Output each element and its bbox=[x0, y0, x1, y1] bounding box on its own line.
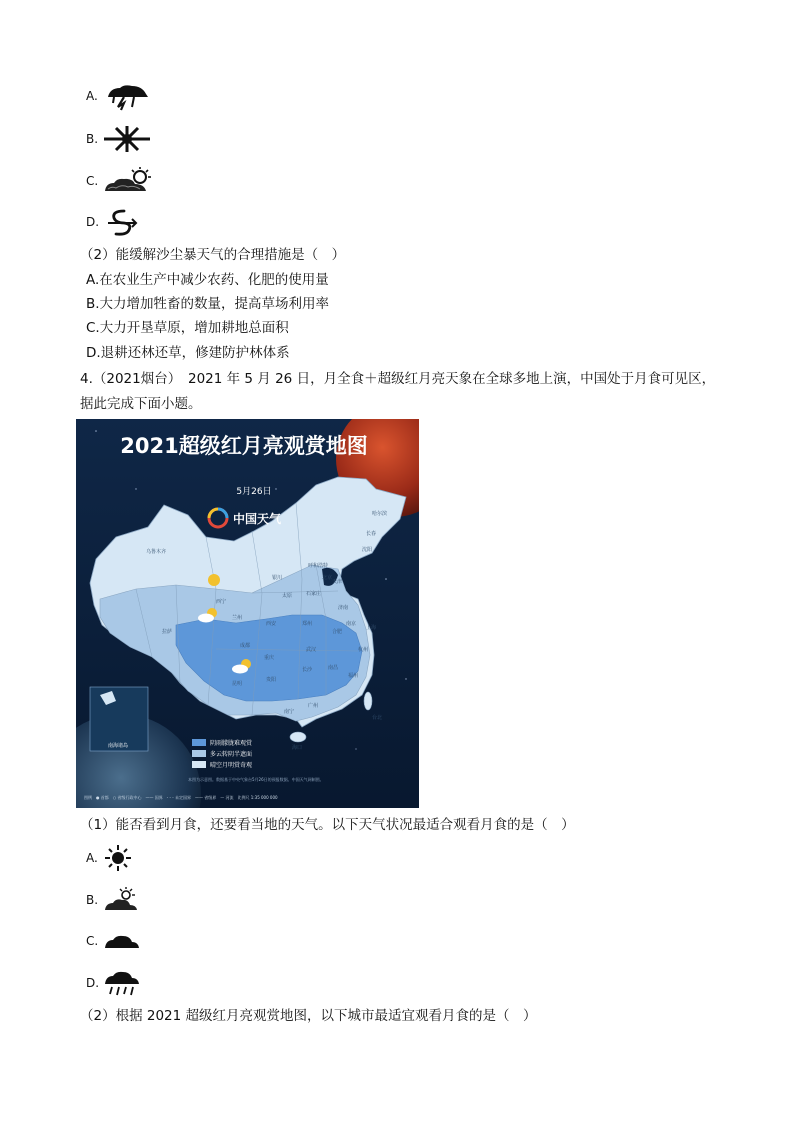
option-letter: C. bbox=[86, 174, 99, 188]
snow-icon bbox=[102, 124, 152, 154]
option-letter: B. bbox=[86, 893, 99, 907]
city-label: 拉萨 bbox=[162, 629, 173, 635]
sunny-icon bbox=[208, 574, 220, 586]
q4-sub1-option-b[interactable] bbox=[86, 885, 152, 915]
q3-sub2-option-b[interactable]: B.大力增加牲畜的数量，提高草场利用率 bbox=[86, 296, 330, 312]
sandstorm-icon bbox=[102, 207, 152, 237]
legend-item-cloudy: 多云转阴半遮面 bbox=[210, 751, 253, 758]
q3-sub2-option-d[interactable]: D.退耕还林还草，修建防护林体系 bbox=[86, 345, 290, 361]
option-letter: D. bbox=[86, 976, 100, 990]
city-label: 济南 bbox=[338, 605, 349, 611]
map-legend bbox=[192, 739, 253, 769]
q3-sub2-option-a[interactable]: A.在农业生产中减少农药、化肥的使用量 bbox=[86, 272, 329, 288]
city-label: 兰州 bbox=[232, 615, 243, 621]
option-letter: A. bbox=[86, 89, 98, 103]
city-label: 乌鲁木齐 bbox=[146, 549, 167, 555]
city-label: 福州 bbox=[348, 673, 359, 679]
q4-intro-line2: 据此完成下面小题。 bbox=[80, 396, 202, 412]
map-date: 5月26日 bbox=[236, 487, 272, 497]
city-label: 太原 bbox=[282, 593, 293, 599]
city-label: 天津 bbox=[332, 579, 343, 585]
south-china-sea-inset bbox=[90, 687, 148, 751]
city-label: 上海 bbox=[366, 625, 377, 631]
option-letter: A. bbox=[86, 851, 98, 865]
legend-item-rain: 阴雨朦胧难观赏 bbox=[210, 740, 253, 747]
super-red-moon-viewing-map bbox=[76, 419, 419, 808]
map-footer: 图例 ● 首都 ○ 省级行政中心 —— 国界 - - - 未定国界 —— 省级界 ～ 河流 比例尺 1:35 000 000 bbox=[84, 795, 278, 800]
q4-sub1-stem: （1）能否看到月食，还要看当地的天气。以下天气状况最适合观看月食的是（ ） bbox=[80, 817, 575, 833]
overcast-icon bbox=[102, 926, 152, 956]
option-letter: C. bbox=[86, 934, 99, 948]
sunny-icon bbox=[102, 843, 152, 873]
q3-sub2-option-c[interactable]: C.大力开垦草原，增加耕地总面积 bbox=[86, 320, 289, 336]
map-title: 2021超级红月亮观赏地图 bbox=[120, 434, 368, 458]
city-label: 昆明 bbox=[232, 681, 243, 687]
rain-icon bbox=[102, 968, 152, 998]
city-label: 哈尔滨 bbox=[372, 511, 388, 517]
inset-label: 南海诸岛 bbox=[107, 743, 129, 749]
city-label: 西安 bbox=[266, 621, 277, 627]
q3-option-b[interactable] bbox=[86, 124, 152, 154]
city-label: 郑州 bbox=[302, 621, 313, 627]
q3-option-d[interactable] bbox=[86, 207, 152, 237]
q4-sub2-stem: （2）根据 2021 超级红月亮观赏地图，以下城市最适宜观看月食的是（ ） bbox=[80, 1008, 537, 1024]
q4-sub1-option-a[interactable] bbox=[86, 843, 152, 873]
city-label: 台北 bbox=[372, 715, 383, 721]
option-letter: D. bbox=[86, 215, 100, 229]
legend-item-clear: 晴空月明赏奇观 bbox=[210, 762, 253, 769]
city-label: 海口 bbox=[292, 745, 303, 751]
city-label: 西宁 bbox=[216, 599, 227, 605]
partly-cloudy-icon bbox=[102, 885, 152, 915]
option-letter: B. bbox=[86, 132, 99, 146]
city-label: 南宁 bbox=[284, 709, 295, 715]
city-label: 杭州 bbox=[358, 647, 369, 653]
city-label: 沈阳 bbox=[362, 547, 373, 553]
city-label: 广州 bbox=[308, 703, 319, 709]
map-brand: 中国天气 bbox=[233, 512, 282, 526]
map-note: 本图为示意图。数据基于中央气象台5月26日的预报数据。中国天气网制图。 bbox=[188, 777, 324, 782]
q3-sub2-stem: （2）能缓解沙尘暴天气的合理措施是（ ） bbox=[80, 247, 346, 263]
cloudy-sun-icon bbox=[102, 166, 152, 196]
city-label: 重庆 bbox=[264, 655, 275, 661]
city-label: 石家庄 bbox=[306, 591, 322, 597]
city-label: 南京 bbox=[346, 621, 357, 627]
city-label: 长沙 bbox=[302, 667, 313, 673]
city-label: 南昌 bbox=[328, 665, 339, 671]
city-label: 合肥 bbox=[332, 629, 343, 635]
q4-sub1-option-d[interactable] bbox=[86, 968, 152, 998]
city-label: 长春 bbox=[366, 531, 377, 537]
city-label: 成都 bbox=[240, 643, 251, 649]
q4-sub1-option-c[interactable] bbox=[86, 926, 152, 956]
thunderstorm-icon bbox=[102, 81, 152, 111]
city-label: 呼和浩特 bbox=[308, 563, 329, 569]
q3-option-a[interactable] bbox=[86, 81, 152, 111]
city-label: 贵阳 bbox=[266, 677, 277, 683]
city-label: 北京 bbox=[322, 575, 333, 581]
q4-intro-line1: 4.（2021烟台） 2021 年 5 月 26 日，月全食＋超级红月亮天象在全球多地上演，中国处于月食可见区， bbox=[80, 371, 716, 387]
city-label: 武汉 bbox=[306, 647, 317, 653]
city-label: 银川 bbox=[272, 575, 283, 581]
q3-option-c[interactable] bbox=[86, 166, 152, 196]
